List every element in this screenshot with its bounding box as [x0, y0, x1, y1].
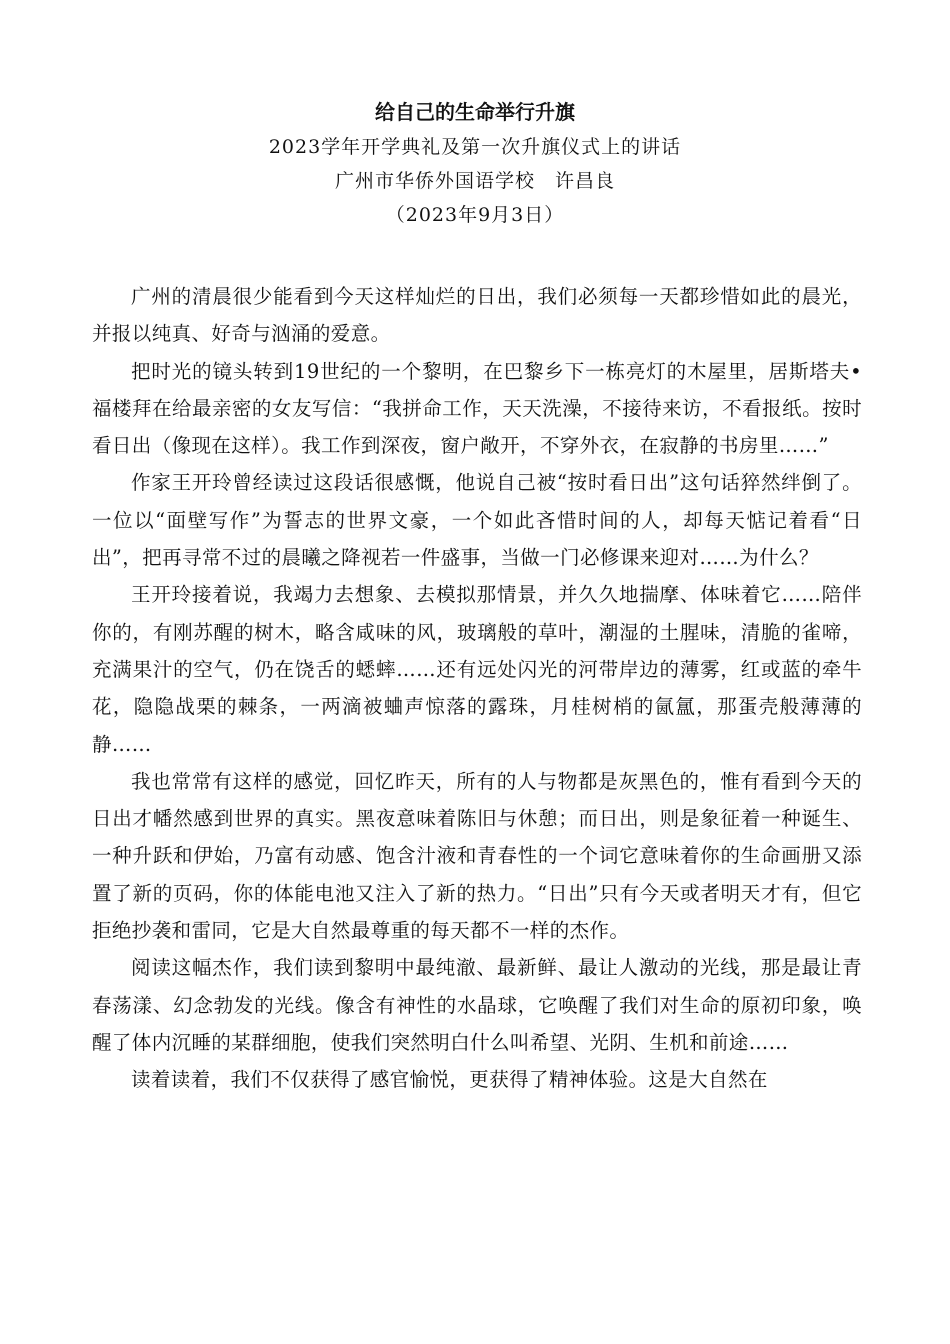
- document-title: 给自己的生命举行升旗: [375, 100, 575, 124]
- document-date: （2023年9月3日）: [385, 204, 565, 226]
- paragraph: 阅读这幅杰作，我们读到黎明中最纯澈、最新鲜、最让人激动的光线，那是最让青春荡漾、幻念勃发的光线。像含有神性的水晶球，它唤醒了我们对生命的原初印象，唤醒了体内沉睡的某群细胞，使我们突然明白什么叫希望、光阴、生机和前途……: [92, 956, 862, 1054]
- paragraph: 把时光的镜头转到19世纪的一个黎明，在巴黎乡下一栋亮灯的木屋里，居斯塔夫•福楼拜在给最亲密的女友写信：“我拼命工作，天天洗澡，不接待来访，不看报纸。按时看日出（像现在这样）。我工作到深夜，窗户敞开，不穿外衣，在寂静的书房里……”: [92, 359, 862, 458]
- paragraph: 我也常常有这样的感觉，回忆昨天，所有的人与物都是灰黑色的，惟有看到今天的日出才幡然感到世界的真实。黑夜意味着陈旧与休憩；而日出，则是象征着一种诞生、一种升跃和伊始，乃富有动感、饱含汁液和青春性的一个词它意味着你的生命画册又添置了新的页码，你的体能电池又注入了新的热力。“日出”只有今天或者明天才有，但它拒绝抄袭和雷同，它是大自然最尊重的每天都不一样的杰作。: [92, 769, 862, 943]
- paragraph: 读着读着，我们不仅获得了感官愉悦，更获得了精神体验。这是大自然在: [131, 1068, 768, 1092]
- document-subtitle: 2023学年开学典礼及第一次升旗仪式上的讲话: [268, 136, 682, 158]
- document-author: 广州市华侨外国语学校 许昌良: [334, 170, 615, 192]
- paragraph: 王开玲接着说，我竭力去想象、去模拟那情景，并久久地揣摩、体味着它……陪伴你的，有刚苏醒的树木，略含咸味的风，玻璃般的草叶，潮湿的土腥味，清脆的雀啼，充满果汁的空气，仍在饶舌的蟋蟀……还有远处闪光的河带岸边的薄雾，红或蓝的牵牛花，隐隐战栗的棘条，一两滴被蛐声惊落的露珠，月桂树梢的氤氲，那蛋壳般薄薄的静……: [92, 583, 862, 756]
- paragraph: 作家王开玲曾经读过这段话很感慨，他说自己被“按时看日出”这句话猝然绊倒了。一位以“面壁写作”为誓志的世界文豪，一个如此吝惜时间的人，却每天惦记着看“日出”，把再寻常不过的晨曦之降视若一件盛事，当做一门必修课来迎对……为什么？: [92, 471, 862, 570]
- document-header: [90, 94, 860, 232]
- paragraph: 广州的清晨很少能看到今天这样灿烂的日出，我们必须每一天都珍惜如此的晨光，并报以纯真、好奇与汹涌的爱意。: [92, 285, 862, 346]
- document-body: [92, 278, 862, 1099]
